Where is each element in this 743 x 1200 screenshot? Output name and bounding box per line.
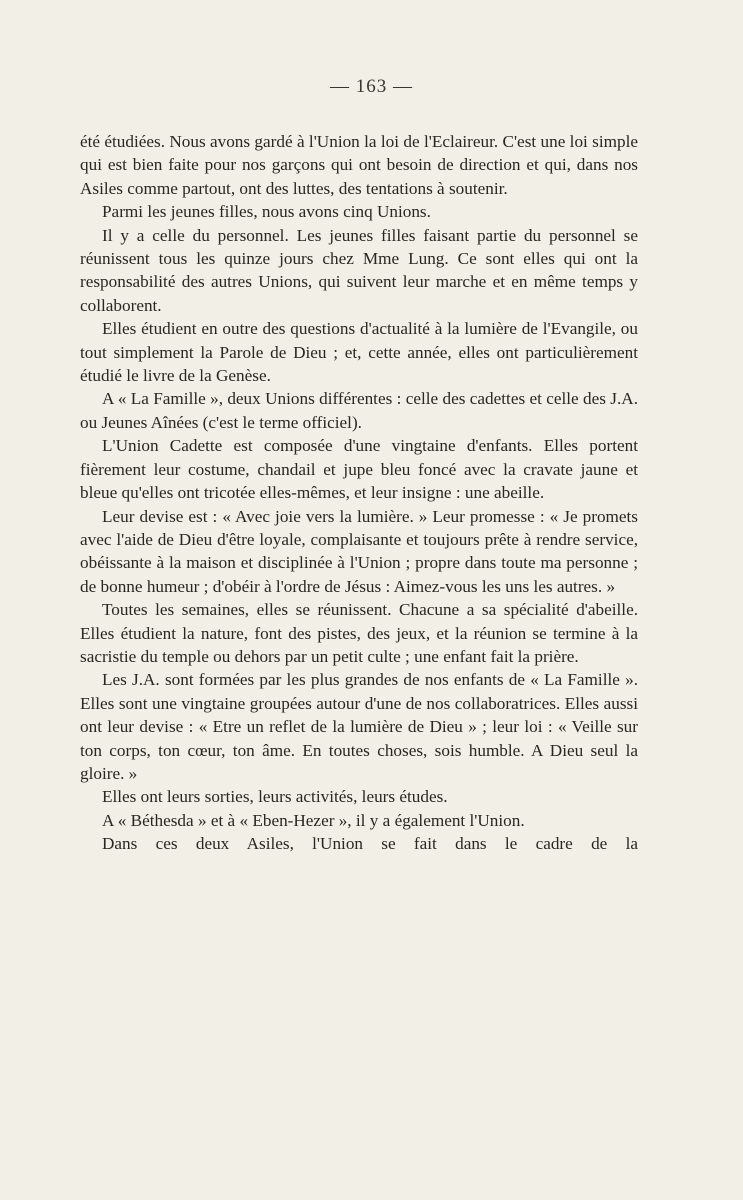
body-text bbox=[80, 130, 638, 856]
paragraph: Leur devise est : « Avec joie vers la lumière. » Leur promesse : « Je promets avec l'aide de Dieu d'être loyale, complaisante et toujours prête à rendre service, obéissante à la maison et disciplinée à l'Union ; propre dans toute ma personne ; de bonne humeur ; d'obéir à l'ordre de Jésus : Aimez-vous les uns les autres. » bbox=[80, 506, 638, 596]
paragraph: A « La Famille », deux Unions différentes : celle des cadettes et celle des J.A. ou Jeunes Aînées (c'est le terme officiel). bbox=[80, 389, 638, 432]
paragraph: Il y a celle du personnel. Les jeunes filles faisant partie du personnel se réunissent tous les quinze jours chez Mme Lung. Ce sont elles qui ont la responsabilité des autres Unions, qui suivent leur marche et en même temps y collaborent. bbox=[80, 225, 638, 315]
paragraph: L'Union Cadette est composée d'une vingtaine d'enfants. Elles portent fièrement leur costume, chandail et jupe bleu foncé avec la cravate jaune et bleue qu'elles ont tricotée elles-mêmes, et leur insigne : une abeille. bbox=[80, 436, 638, 503]
paragraph: Les J.A. sont formées par les plus grandes de nos enfants de « La Famille ». Elles sont une vingtaine groupées autour d'une de nos collaboratrices. Elles aussi ont leur devise : « Etre un reflet de la lumière de Dieu » ; leur loi : « Veille sur ton corps, ton cœur, ton âme. En toutes choses, sois humble. A Dieu seul la gloire. » bbox=[80, 670, 638, 783]
paragraph: Toutes les semaines, elles se réunissent. Chacune a sa spécialité d'abeille. Elles étudient la nature, font des pistes, des jeux, et la réunion se termine à la sacristie du temple ou dehors par un petit culte ; une enfant fait la prière. bbox=[80, 600, 638, 666]
paragraph: Elles étudient en outre des questions d'actualité à la lumière de l'Evangile, ou tout simplement la Parole de Dieu ; et, cette année, elles ont particulièrement étudié le livre de la Genèse. bbox=[80, 319, 638, 386]
paragraph: A « Béthesda » et à « Eben-Hezer », il y a également l'Union. bbox=[102, 810, 525, 830]
paragraph: Dans ces deux Asiles, l'Union se fait dans le cadre de la bbox=[102, 834, 638, 854]
paragraph: été étudiées. Nous avons gardé à l'Union la loi de l'Eclaireur. C'est une loi simple qui est bien faite pour nos garçons qui ont besoin de direction et qui, dans nos Asiles comme partout, ont des luttes, des tentations à soutenir. bbox=[80, 132, 638, 198]
paragraph: Elles ont leurs sorties, leurs activités, leurs études. bbox=[102, 787, 448, 807]
page-number: — 163 — bbox=[330, 76, 413, 97]
paragraph: Parmi les jeunes filles, nous avons cinq Unions. bbox=[102, 202, 431, 222]
